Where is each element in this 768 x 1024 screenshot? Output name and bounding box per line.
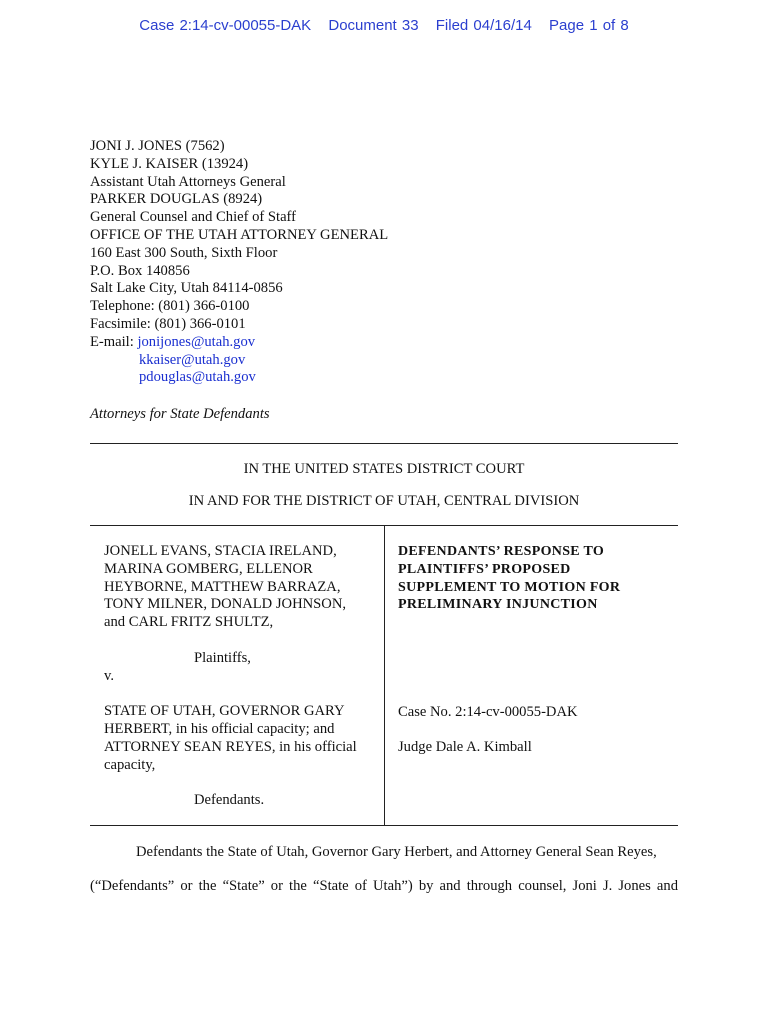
plaintiffs-label: Plaintiffs, — [194, 649, 251, 666]
versus-label: v. — [104, 667, 114, 684]
body-paragraph-line: (“Defendants” or the “State” or the “State of Utah”) by and through counsel, Joni J. Jones and — [90, 878, 678, 894]
email-row — [90, 352, 388, 370]
email-label: E-mail: — [90, 333, 134, 350]
defendant-names-line: HERBERT, in his official capacity; and — [104, 720, 335, 737]
document-title-line: DEFENDANTS’ RESPONSE TO — [398, 544, 605, 559]
plaintiff-names-line: and CARL FRITZ SHULTZ, — [104, 614, 274, 631]
counsel-line: Telephone: (801) 366-0100 — [90, 298, 250, 315]
counsel-line: OFFICE OF THE UTAH ATTORNEY GENERAL — [90, 226, 389, 243]
counsel-line: Facsimile: (801) 366-0101 — [90, 315, 246, 332]
header-filed-date: Filed 04/16/14 — [435, 17, 532, 34]
plaintiff-names-line: JONELL EVANS, STACIA IRELAND, — [104, 543, 337, 559]
plaintiff-names-line: MARINA GOMBERG, ELLENOR — [104, 560, 313, 577]
counsel-line: Assistant Utah Attorneys General — [90, 173, 286, 190]
header-page-number: Page 1 of 8 — [549, 17, 629, 34]
document-title-line: PLAINTIFFS’ PROPOSED — [398, 561, 571, 577]
plaintiff-names-line: TONY MILNER, DONALD JOHNSON, — [104, 596, 347, 613]
document-title-line: SUPPLEMENT TO MOTION FOR — [398, 579, 621, 595]
header-document-number: Document 33 — [328, 17, 419, 34]
counsel-line: General Counsel and Chief of Staff — [90, 209, 297, 226]
counsel-block — [90, 138, 388, 387]
plaintiff-names-line: HEYBORNE, MATTHEW BARRAZA, — [104, 578, 341, 595]
caption-title-block — [398, 543, 678, 755]
caption-bottom-divider — [90, 825, 678, 826]
defendant-names-line: capacity, — [104, 756, 156, 773]
defendant-names-line: ATTORNEY SEAN REYES, in his official — [104, 738, 357, 755]
counsel-line: 160 East 300 South, Sixth Floor — [90, 244, 278, 261]
court-name: IN THE UNITED STATES DISTRICT COURT — [243, 461, 525, 477]
email-link-jonijones[interactable]: jonijones@utah.gov — [137, 333, 256, 350]
court-district: IN AND FOR THE DISTRICT OF UTAH, CENTRAL DIVISION — [188, 493, 580, 509]
email-link-kkaiser[interactable]: kkaiser@utah.gov — [139, 351, 246, 368]
defendant-names-line: STATE OF UTAH, GOVERNOR GARY — [104, 703, 345, 720]
counsel-line: JONI J. JONES (7562) — [90, 138, 225, 154]
caption-vertical-divider — [384, 526, 385, 825]
email-link-pdouglas[interactable]: pdouglas@utah.gov — [139, 369, 256, 386]
document-title — [398, 543, 678, 614]
case-number: Case No. 2:14-cv-00055-DAK — [398, 704, 578, 720]
email-row — [90, 369, 388, 387]
document-title-line: PRELIMINARY INJUNCTION — [398, 597, 598, 613]
counsel-line: PARKER DOUGLAS (8924) — [90, 191, 263, 208]
attorneys-for-label: Attorneys for State Defendants — [90, 406, 270, 422]
body-paragraph-line: Defendants the State of Utah, Governor Gary Herbert, and Attorney General Sean Reyes, — [136, 844, 657, 860]
counsel-line: P.O. Box 140856 — [90, 262, 190, 279]
ecf-header — [0, 17, 768, 34]
header-case-number: Case 2:14-cv-00055-DAK — [139, 17, 312, 34]
defendants-label: Defendants. — [194, 792, 265, 809]
counsel-line: KYLE J. KAISER (13924) — [90, 155, 249, 172]
email-row — [90, 334, 388, 352]
top-divider — [90, 443, 678, 444]
caption-parties — [104, 543, 376, 810]
counsel-line: Salt Lake City, Utah 84114-0856 — [90, 280, 283, 297]
judge-name: Judge Dale A. Kimball — [398, 739, 532, 755]
